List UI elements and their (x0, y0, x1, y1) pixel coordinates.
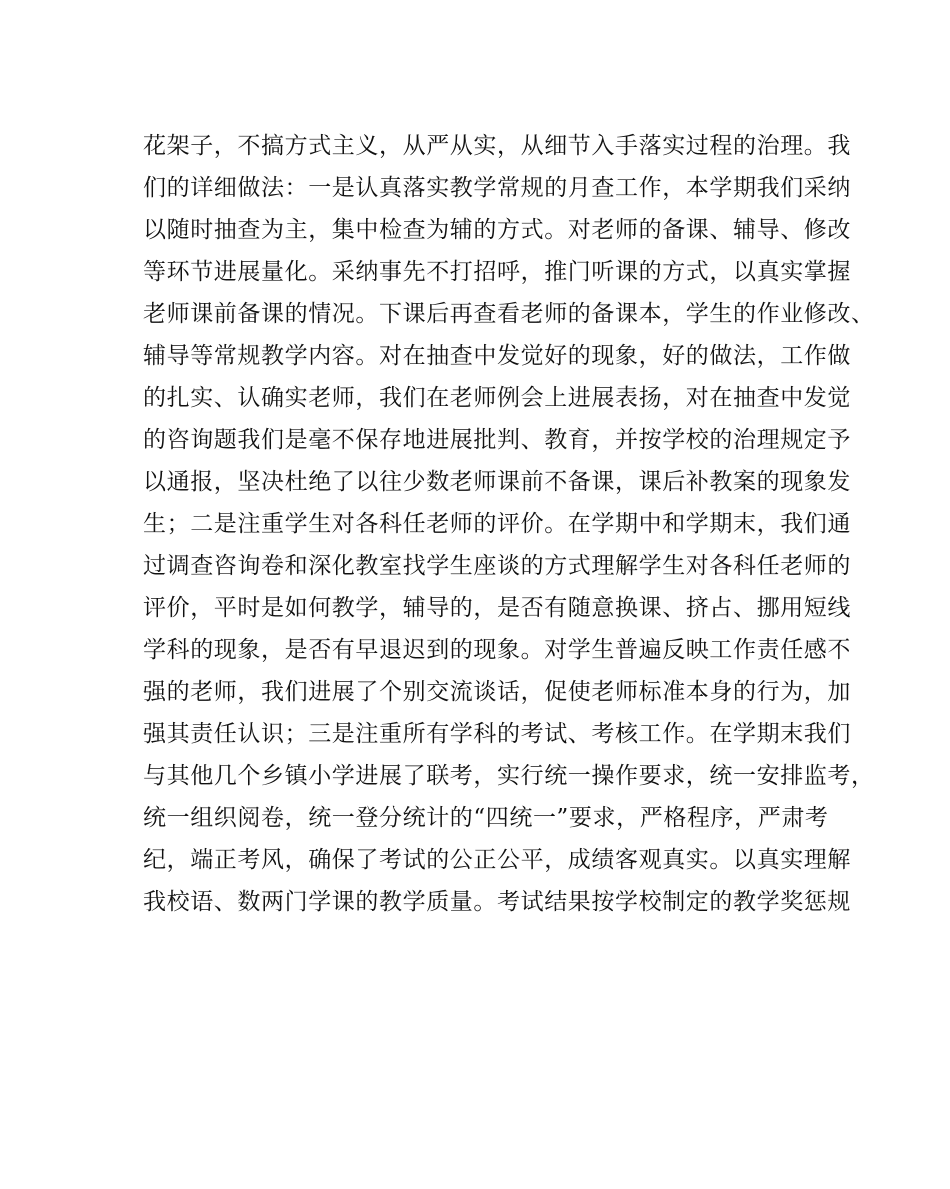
text-line: 与其他几个乡镇小学进展了联考，实行统一操作要求，统一安排监考， (143, 763, 875, 789)
text-line: 过调查咨询卷和深化教室找学生座谈的方式理解学生对各科任老师的 (143, 553, 851, 579)
text-line: 的扎实、认确实老师，我们在老师例会上进展表扬，对在抽查中发觉 (143, 385, 851, 411)
text-line: 的咨询题我们是毫不保存地进展批判、教育，并按学校的治理规定予 (143, 427, 851, 453)
text-line: 以通报，坚决杜绝了以往少数老师课前不备课，课后补教案的现象发 (143, 469, 851, 495)
text-line: 辅导等常规教学内容。对在抽查中发觉好的现象，好的做法，工作做 (143, 343, 851, 369)
text-line: 花架子，不搞方式主义，从严从实，从细节入手落实过程的治理。我 (143, 133, 851, 159)
text-line: 老师课前备课的情况。下课后再查看老师的备课本，学生的作业修改、 (143, 301, 875, 327)
text-line: 等环节进展量化。采纳事先不打招呼，推门听课的方式，以真实掌握 (143, 259, 851, 285)
body-text (143, 125, 875, 923)
text-line: 统一组织阅卷，统一登分统计的“四统一”要求，严格程序，严肃考 (143, 805, 829, 831)
text-line: 评价，平时是如何教学，辅导的，是否有随意换课、挤占、挪用短线 (143, 595, 851, 621)
text-line: 学科的现象，是否有早退迟到的现象。对学生普遍反映工作责任感不 (143, 637, 851, 663)
text-line: 我校语、数两门学课的教学质量。考试结果按学校制定的教学奖惩规 (143, 889, 851, 915)
text-line: 强的老师，我们进展了个别交流谈话，促使老师标准本身的行为，加 (143, 679, 851, 705)
text-line: 以随时抽查为主，集中检查为辅的方式。对老师的备课、辅导、修改 (143, 217, 851, 243)
text-line: 们的详细做法：一是认真落实教学常规的月查工作，本学期我们采纳 (143, 175, 851, 201)
text-line: 强其责任认识；三是注重所有学科的考试、考核工作。在学期末我们 (143, 721, 851, 747)
text-line: 生；二是注重学生对各科任老师的评价。在学期中和学期末，我们通 (143, 511, 851, 537)
text-line: 纪，端正考风，确保了考试的公正公平，成绩客观真实。以真实理解 (143, 847, 851, 873)
